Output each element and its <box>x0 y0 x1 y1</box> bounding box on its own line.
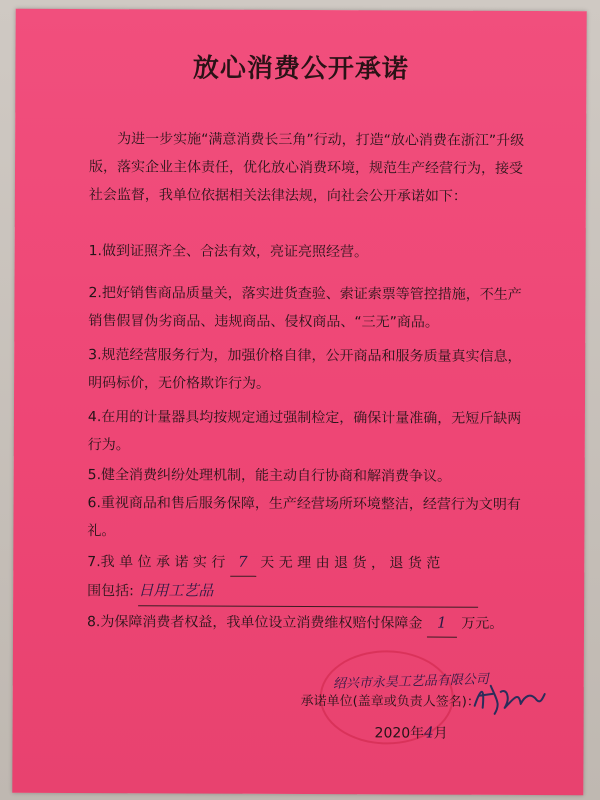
date-year: 2020年 <box>374 725 425 742</box>
commitment-item-3: 3.规范经营服务行为，加强价格自律，公开商品和服务质量真实信息，明码标价，无价格欺诈行为。 <box>88 347 522 392</box>
date-line <box>375 722 448 742</box>
return-scope-value: 日用工艺品 <box>138 581 214 600</box>
item8-suffix: 万元。 <box>461 615 504 632</box>
return-scope-label: 围包括: <box>87 583 134 600</box>
compensation-amount-value: 1 <box>427 609 457 638</box>
date-month-handwritten: 4 <box>424 723 434 742</box>
commitment-item-6: 6.重视商品和售后服务保障，生产经营场所环境整洁，经营行为文明有礼。 <box>87 495 521 540</box>
commitment-document <box>12 9 586 795</box>
handwritten-signature <box>471 678 546 718</box>
signature-label: 承诺单位(盖章或负责人签名)： <box>300 694 480 710</box>
date-month-suffix: 月 <box>433 725 448 742</box>
commitment-item-8 <box>87 607 527 638</box>
commitment-item-4: 4.在用的计量器具均按规定通过强制检定，确保计量准确，无短斤缺两行为。 <box>87 409 522 454</box>
company-name-handwritten: 绍兴市永昊工艺品有限公司 <box>332 672 490 692</box>
item8-prefix: 8.为保障消费者权益，我单位设立消费维权赔付保障金 <box>87 614 423 632</box>
document-title: 放心消费公开承诺 <box>192 53 410 85</box>
intro-paragraph: 为进一步实施“满意消费长三角”行动，打造“放心消费在浙江”升级版，落实企业主体责任，优化放心消费环境，规范生产经营行为，接受社会监督，我单位依据相关法律法规，向社会公开承诺如下： <box>88 131 525 205</box>
item7-prefix: 7.我 单 位 承 诺 实 行 <box>87 554 226 571</box>
return-scope-line <box>138 576 478 607</box>
commitment-item-5: 5.健全消费纠纷处理机制，能主动自行协商和解消费争议。 <box>87 467 452 485</box>
return-days-value: 7 <box>230 548 256 577</box>
commitment-item-7 <box>87 547 527 608</box>
item7-middle: 天 无 理 由 退 货 ， 退 货 范 <box>260 554 441 572</box>
commitment-item-2: 2.把好销售商品质量关，落实进货查验、索证索票等管控措施，不生产销售假冒伪劣商品、违规商品、侵权商品、“三无”商品。 <box>88 285 522 331</box>
commitment-item-1: 1.做到证照齐全、合法有效，亮证亮照经营。 <box>88 243 369 261</box>
